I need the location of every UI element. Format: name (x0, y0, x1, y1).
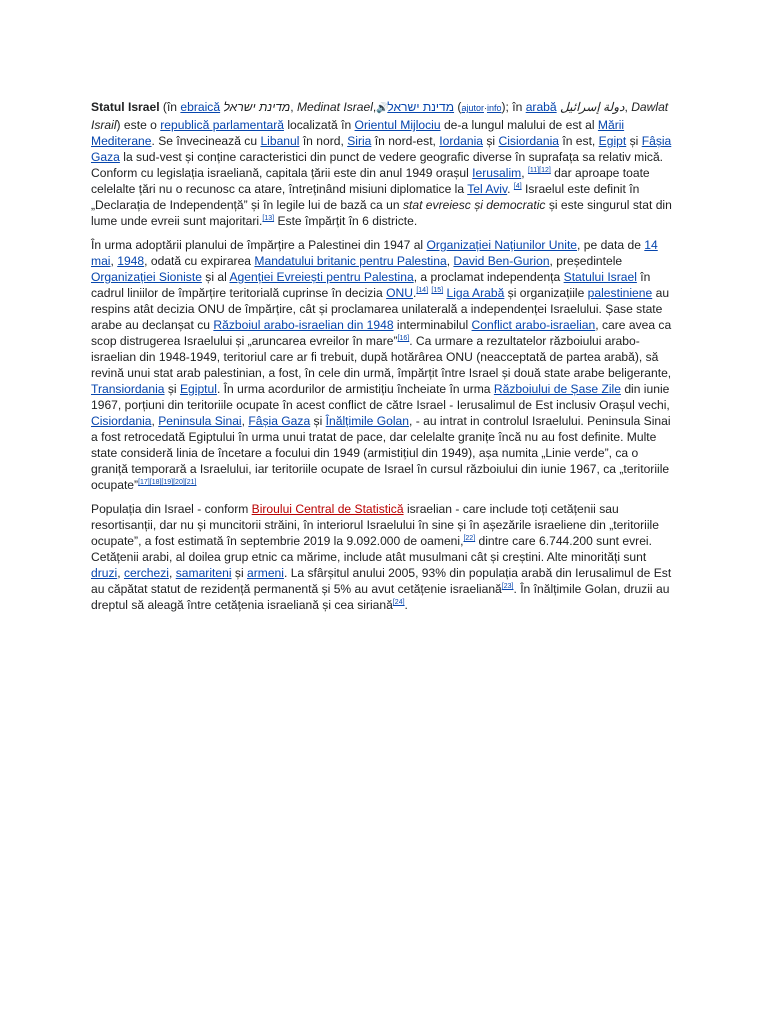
text-run: Statul Israel (91, 100, 160, 114)
citation-link[interactable]: [16] (397, 334, 410, 342)
wiki-link[interactable]: David Ben-Gurion (453, 254, 550, 268)
text-run: . În înălțimile Golan, druzii au dreptul să aleagă între cetățenia israeliană și cea siriană (91, 582, 670, 612)
citation-link[interactable]: [14] (416, 286, 429, 294)
wiki-link[interactable]: 14 mai (91, 238, 658, 268)
text-run: în nord, (299, 134, 348, 148)
text-run: Dawlat Israil (91, 100, 669, 132)
text-run: , (624, 100, 632, 114)
text-run: Israelul este definit în „Declarația de Independență” și în legile lui de bază ca un (91, 182, 640, 212)
citation-link[interactable]: [24] (392, 598, 405, 606)
wiki-link[interactable]: Mandatului britanic pentru Palestina (254, 254, 447, 268)
wiki-link[interactable]: Siria (347, 134, 372, 148)
text-run: (în (159, 100, 181, 114)
citation-link[interactable]: [11][12] (527, 166, 551, 174)
wiki-link[interactable]: Egipt (598, 134, 627, 148)
wiki-link[interactable]: Biroului Central de Statistică (251, 502, 404, 516)
wiki-link[interactable]: Transiordania (91, 382, 165, 396)
citation-link[interactable]: [15] (431, 286, 444, 294)
wiki-link[interactable]: Cisiordania (498, 134, 559, 148)
article-paragraph (91, 237, 677, 493)
text-run: interminabilul (393, 318, 472, 332)
wiki-link[interactable]: armeni (247, 566, 284, 580)
wiki-link[interactable]: Înălțimile Golan (325, 414, 410, 428)
wiki-link[interactable]: Orientul Mijlociu (354, 118, 441, 132)
text-run: ) este o (116, 118, 161, 132)
text-run: , (241, 414, 249, 428)
text-run: , (117, 566, 124, 580)
text-run: și este singurul stat din lume unde evreii sunt majoritari. (91, 198, 672, 228)
wiki-link[interactable]: ebraică (180, 100, 221, 114)
text-run: israelian - care include toți cetățenii sau resortisanții, dar nu și muncitorii străini, în interiorul Israelului în sine și în așezările israeliene din „teritoriile ocupate”, a fost estimată în septembrie 2019 la 9.092.000 de oameni, (91, 502, 659, 548)
speaker-icon[interactable]: 🔊 (376, 103, 389, 114)
text-run: , (446, 254, 454, 268)
wiki-link[interactable]: Libanul (260, 134, 300, 148)
text-run: . La sfârșitul anului 2005, 93% din populația arabă din Ierusalimul de Est au căpătat statut de rezidență permanentă și 5% au avut cetățenie israeliană (91, 566, 672, 596)
text-run: stat evreiesc și democratic (402, 198, 546, 212)
text-run: . (412, 286, 417, 300)
wiki-link[interactable]: Fâșia Gaza (91, 134, 672, 164)
text-run: Este împărțit în 6 districte. (274, 214, 418, 228)
text-run: ); în (501, 100, 526, 114)
article-body (91, 99, 677, 621)
text-run: · (483, 103, 487, 113)
text-run: , președintele (549, 254, 623, 268)
text-run: . În urma acordurilor de armistițiu încheiate în urma (216, 382, 494, 396)
wiki-link[interactable]: מדינת ישראל (387, 100, 455, 114)
text-run: מדינת ישראל (220, 100, 291, 114)
text-run: , (110, 254, 118, 268)
text-run: , (290, 100, 297, 114)
wiki-link[interactable]: Ierusalim (472, 166, 522, 180)
text-run: , pe data de (577, 238, 645, 252)
text-run: . Se învecinează cu (151, 134, 261, 148)
wiki-link[interactable]: druzi (91, 566, 118, 580)
wiki-link[interactable]: Tel Aviv (467, 182, 508, 196)
text-run: și (164, 382, 180, 396)
text-run: în cadrul liniilor de împărțire teritorială cuprinse în decizia (91, 270, 651, 300)
article-paragraph (91, 501, 677, 613)
wiki-link[interactable]: Organizației Națiunilor Unite (426, 238, 578, 252)
text-run: În urma adoptării planului de împărțire a Palestinei din 1947 al (91, 238, 427, 252)
wiki-link[interactable]: Iordania (439, 134, 484, 148)
text-run: ( (454, 100, 462, 114)
text-run: دولة إسرائيل (556, 100, 625, 114)
citation-link[interactable]: [17][18][19][20][21] (138, 478, 197, 486)
text-run: din iunie 1967, porțiuni din teritoriile ocupate în acest conflict de către Israel - Ierusalimul de Est inclusiv Orașul vechi, (91, 382, 670, 412)
text-run: în est, (558, 134, 599, 148)
wiki-link[interactable]: cerchezi (123, 566, 169, 580)
wiki-link[interactable]: Agenției Evreiești pentru Palestina (229, 270, 414, 284)
citation-link[interactable]: [13] (262, 214, 275, 222)
text-run: la sud-vest și conține caracteristici din punct de vedere geografic diverse în suprafața sa relativ mică. Conform cu legislația israeliană, capitala țării este din anul 1949 orașul (91, 150, 664, 180)
text-run: în nord-est, (371, 134, 440, 148)
citation-link[interactable]: [4] (513, 182, 522, 190)
text-run: , odată cu expirarea (144, 254, 255, 268)
text-run: Populația din Israel - conform (91, 502, 252, 516)
article-paragraph (91, 99, 677, 229)
text-run: de-a lungul malului de est al (440, 118, 598, 132)
text-run: și al (201, 270, 230, 284)
text-run: au respins atât decizia ONU de împărțire, cât și proclamarea unilaterală a independenței Israelului. Șase state arabe au declanșat cu (91, 286, 670, 332)
text-run: , (169, 566, 176, 580)
text-run: , (151, 414, 159, 428)
wiki-link[interactable]: Egiptul (179, 382, 217, 396)
wiki-link[interactable]: palestiniene (587, 286, 653, 300)
text-run: . (507, 182, 514, 196)
text-run: , (521, 166, 528, 180)
text-run: , care avea ca scop distrugerea Israelului și „aruncarea evreilor în mare” (91, 318, 672, 348)
text-run: localizată în (283, 118, 355, 132)
wiki-link[interactable]: Războiului de Șase Zile (493, 382, 621, 396)
text-run: , a proclamat independența (413, 270, 564, 284)
citation-link[interactable]: [23] (501, 582, 514, 590)
wiki-link[interactable]: Conflict arabo-israelian (471, 318, 596, 332)
wiki-link[interactable]: samariteni (175, 566, 232, 580)
text-run: . Ca urmare a rezultatelor războiului arabo-israelian din 1948-1949, teritoriul care ar fi trebuit, după hotărârea ONU (neacceptată de partea arabă), să revină unui stat arab palestinian, a fost, în cele din urmă, împărțit între Israel și două state arabe beligerante, (91, 334, 672, 380)
text-run: și (626, 134, 642, 148)
text-run: , (372, 100, 377, 114)
wiki-link[interactable]: Peninsula Sinai (158, 414, 242, 428)
wiki-link[interactable]: Cisiordania (91, 414, 152, 428)
text-run: Medinat Israel (296, 100, 373, 114)
wiki-link[interactable]: 1948 (117, 254, 145, 268)
wiki-link[interactable]: ajutor (461, 103, 484, 113)
text-run: și (310, 414, 326, 428)
wiki-link[interactable]: Fâșia Gaza (248, 414, 311, 428)
text-run: și (231, 566, 247, 580)
citation-link[interactable]: [22] (463, 534, 476, 542)
text-run: . (404, 598, 408, 612)
wiki-link[interactable]: arabă (525, 100, 557, 114)
wiki-link[interactable]: republică parlamentară (160, 118, 284, 132)
text-run: și (483, 134, 499, 148)
wiki-link[interactable]: Războiul arabo-israelian din 1948 (213, 318, 394, 332)
wiki-link[interactable]: info (486, 103, 502, 113)
wiki-link[interactable]: Mării Mediterane (91, 118, 625, 148)
wiki-link[interactable]: ONU (386, 286, 413, 300)
text-run: dar aproape toate celelalte țări nu o recunosc ca atare, întreținând misiuni diplomatice la (91, 166, 650, 196)
text-run: dintre care 6.744.200 sunt evrei. Cetățenii arabi, al doilea grup etnic ca mărime, include atât musulmani cât și creștini. Alte minorități sunt (91, 534, 652, 564)
wiki-link[interactable]: Organizației Sioniste (91, 270, 202, 284)
text-run: și organizațiile (504, 286, 588, 300)
wiki-link[interactable]: Statului Israel (563, 270, 637, 284)
text-run: , - au intrat in controlul Israelului. Peninsula Sinai a fost retrocedată Egiptului în urma unui tratat de pace, dar celelalte granițe încă nu au fost definite. Multe state consideră linia de încetare a focului din 1949 (armistițiul din 1949), așa numita „Linie verde”, ca o graniță temporară a Israelului, iar teritoriile ocupate de Israel în cursul războiului din iunie 1967, ca „teritoriile ocupate” (91, 414, 671, 492)
wiki-link[interactable]: Liga Arabă (446, 286, 505, 300)
